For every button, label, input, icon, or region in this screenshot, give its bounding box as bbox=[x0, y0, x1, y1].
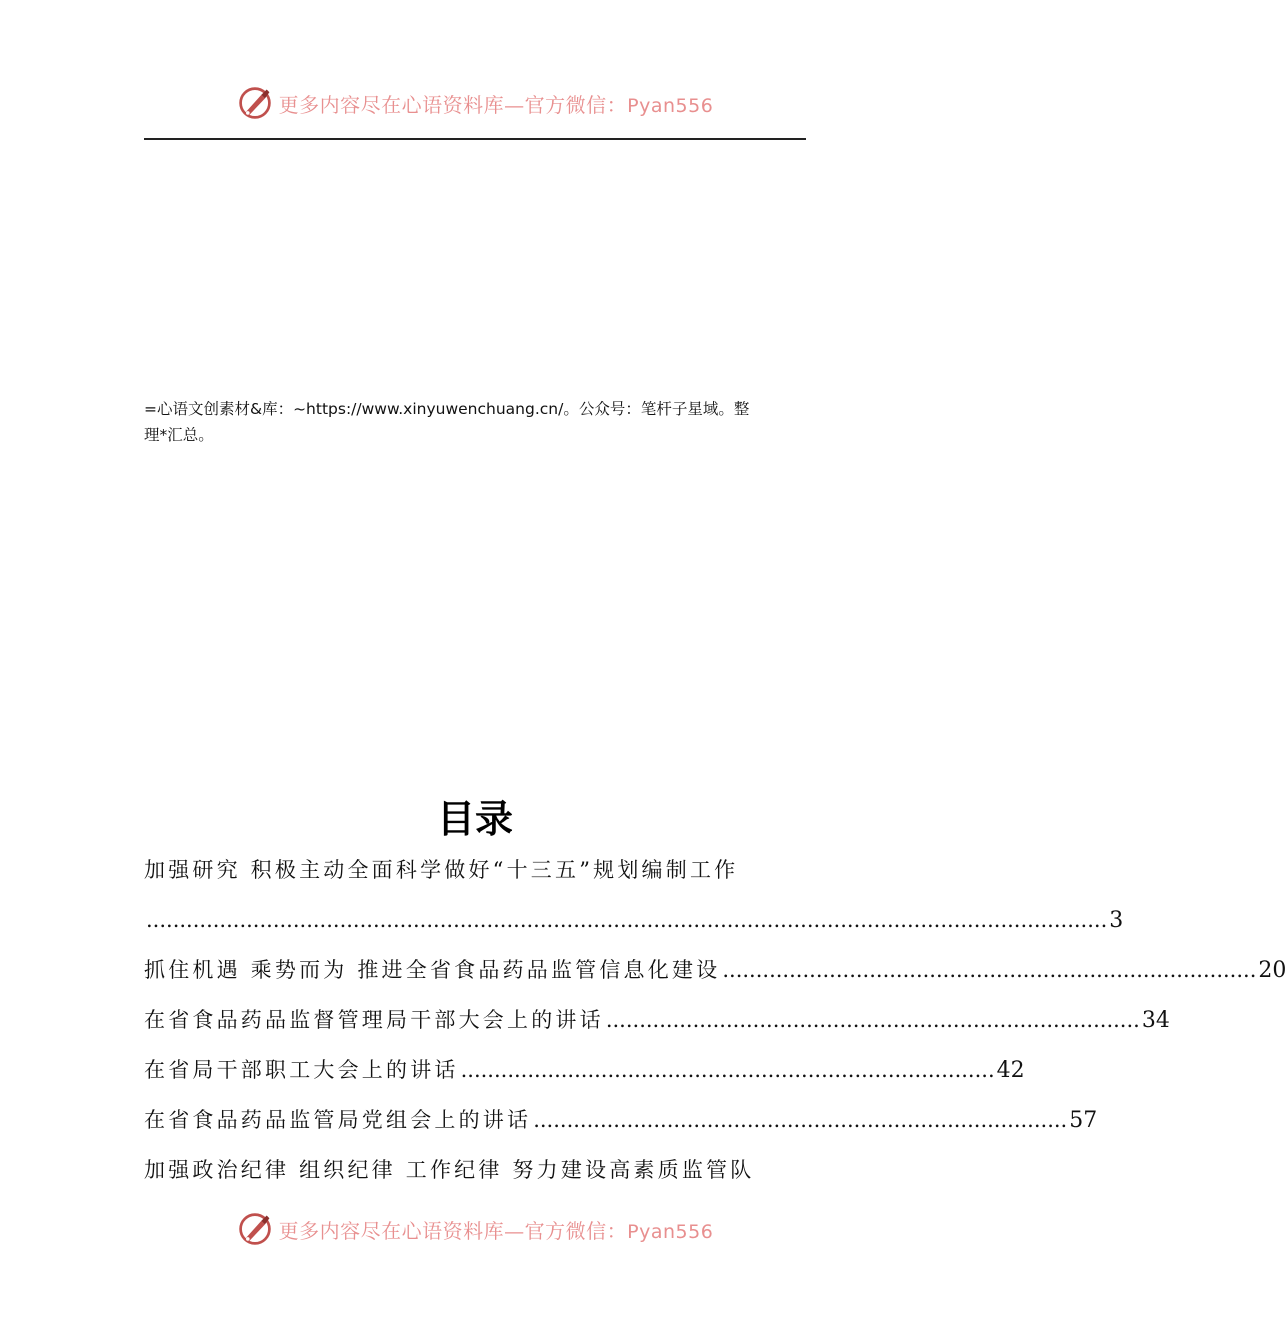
toc-entry-4[interactable] bbox=[144, 1045, 1025, 1095]
source-note-line-2: 理*汇总。 bbox=[144, 426, 214, 444]
toc-page-number: 42 bbox=[996, 1058, 1025, 1083]
toc-entry-title: 在省食品药品监督管理局干部大会上的讲话 bbox=[144, 1008, 604, 1032]
toc-entry-3[interactable] bbox=[144, 995, 1170, 1045]
toc-dot-leader: ................................................................................ bbox=[605, 1008, 1140, 1032]
footer-banner-text: 更多内容尽在心语资料库—官方微信：Pyan556 bbox=[278, 1218, 714, 1243]
pen-logo-icon bbox=[237, 1211, 273, 1247]
toc-page-number: 20 bbox=[1258, 958, 1286, 983]
footer-banner bbox=[0, 1206, 950, 1252]
toc-page-number: 57 bbox=[1069, 1108, 1098, 1133]
table-of-contents bbox=[144, 845, 1286, 1195]
source-note bbox=[144, 396, 808, 448]
toc-dot-leader: ................................................................................ bbox=[533, 1108, 1068, 1132]
toc-dot-leader: ................................................................................ bbox=[460, 1058, 995, 1082]
header-rule bbox=[144, 138, 806, 140]
header-banner-text: 更多内容尽在心语资料库—官方微信：Pyan556 bbox=[278, 92, 714, 117]
toc-entry-5[interactable] bbox=[144, 1095, 1098, 1145]
toc-entry-2[interactable] bbox=[144, 945, 1286, 995]
source-note-line-1: =心语文创素材&库：~https://www.xinyuwenchuang.cn/。公众号：笔杆子星域。整 bbox=[144, 400, 750, 418]
toc-entry-title: 抓住机遇 乘势而为 推进全省食品药品监管信息化建设 bbox=[144, 958, 721, 982]
toc-dot-leader: ................................................................................................................................................ bbox=[146, 908, 1108, 932]
toc-title: 目录 bbox=[436, 796, 513, 841]
header-banner bbox=[0, 80, 950, 126]
toc-entry-1-leader[interactable] bbox=[144, 895, 1124, 945]
toc-entry-title: 在省食品药品监管局党组会上的讲话 bbox=[144, 1108, 532, 1132]
toc-page-number: 34 bbox=[1141, 1008, 1170, 1033]
toc-dot-leader: ................................................................................ bbox=[722, 958, 1257, 982]
toc-entry-6-title[interactable]: 加强政治纪律 组织纪律 工作纪律 努力建设高素质监管队 bbox=[144, 1158, 755, 1182]
toc-entry-title: 在省局干部职工大会上的讲话 bbox=[144, 1058, 459, 1082]
toc-page-number: 3 bbox=[1109, 908, 1124, 933]
pen-logo-icon bbox=[237, 85, 273, 121]
toc-entry-1-title[interactable]: 加强研究 积极主动全面科学做好“十三五”规划编制工作 bbox=[144, 858, 739, 882]
